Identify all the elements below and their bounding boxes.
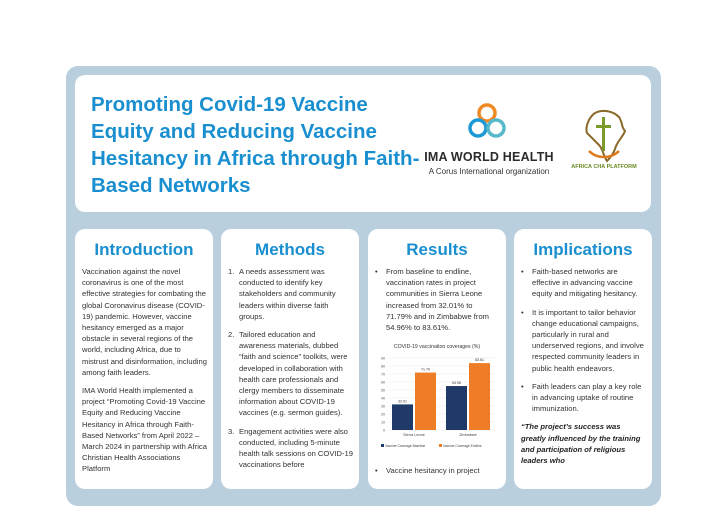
bar xyxy=(415,373,436,430)
methods-item-text: Engagement activities were also conducted, including 5-minute health talk sessions on COVID-19 vaccinations before xyxy=(239,426,353,470)
y-tick-label: 10 xyxy=(381,420,385,425)
methods-section xyxy=(221,229,359,489)
y-tick-label: 20 xyxy=(381,412,385,417)
org-name: IMA WORLD HEALTH xyxy=(424,150,554,164)
y-tick-label: 60 xyxy=(381,380,385,385)
list-item: • Vaccine hesitancy in project xyxy=(375,466,480,476)
y-tick-label: 0 xyxy=(383,428,385,433)
list-item: • From baseline to endline, vaccination rates in project communities in Sierra Leone increased from 32.01% to 71.79% and in Zimbabwe from 54.96% to 83.61%. xyxy=(375,267,489,333)
implications-heading: Implications xyxy=(533,240,633,259)
y-tick-label: 80 xyxy=(381,364,385,369)
introduction-paragraph: IMA World Health implemented a project “Promoting Covid-19 Vaccine Equity and Reducing Vaccine Hesitancy in Africa through Faith-Based Networks” from April 2022 – March 2024 in partnership with Africa Christian Health Associations Platform xyxy=(82,386,207,474)
bar xyxy=(469,363,490,430)
list-item: • It is important to tailor behavior change educational campaigns, particularly in rural and underserved regions, and involve respected community leaders in public health endeavors. xyxy=(521,307,644,373)
list-item: 3. Engagement activities were also conducted, including 5-minute health talk sessions on COVID-19 vaccinations before xyxy=(228,426,353,470)
implications-item-text: Faith-based networks are effective in advancing vaccine equity and mitigating hesitancy. xyxy=(532,267,638,299)
y-tick-label: 30 xyxy=(381,404,385,409)
methods-item-text: A needs assessment was conducted to identify key stakeholders and community leaders within diverse faith groups. xyxy=(239,267,336,321)
methods-item-text: Tailored education and awareness materials, dubbed “faith and science” toolkits, were developed in collaboration with health care professionals and clergy members to disseminate information about COVID-19 vaccines (e.g. sermon guides). xyxy=(239,330,348,418)
legend-swatch xyxy=(381,444,384,447)
data-label: 71.79 xyxy=(421,367,430,372)
legend-swatch xyxy=(439,444,442,447)
implications-item-text: It is important to tailor behavior change educational campaigns, particularly in rural and underserved regions, and involve respected community leaders in public health endeavors. xyxy=(532,307,644,373)
data-label: 32.01 xyxy=(398,399,407,404)
poster-title: Promoting Covid-19 Vaccine Equity and Reducing Vaccine Hesitancy in Africa through Faith-Based Networks xyxy=(91,93,420,197)
y-tick-label: 40 xyxy=(381,396,385,401)
y-tick-label: 50 xyxy=(381,388,385,393)
bar xyxy=(392,405,413,431)
introduction-heading: Introduction xyxy=(94,240,194,259)
implications-section xyxy=(514,229,652,489)
introduction-paragraph: Vaccination against the novel coronavirus is one of the most effective strategies for combating the global Coronavirus disease (COVID-19) pandemic. However, vaccine hesitancy emerged as a major obstacle in several regions of the world, including Africa, due to mistrust and disinformation, including among faith leaders. xyxy=(82,267,207,377)
vaccination-coverage-chart xyxy=(375,340,499,458)
list-item: • Faith leaders can play a key role in advancing uptake of routine immunization. xyxy=(521,381,642,414)
list-item: 1. A needs assessment was conducted to identify key stakeholders and community leaders within diverse faith groups. xyxy=(228,267,336,321)
africa-cha-platform-logo-icon xyxy=(581,107,627,163)
results-item-text: Vaccine hesitancy in project xyxy=(386,466,480,476)
results-section xyxy=(368,229,506,489)
bar xyxy=(446,386,467,430)
results-heading: Results xyxy=(406,240,468,259)
list-item: 2. Tailored education and awareness materials, dubbed “faith and science” toolkits, were developed in collaboration with health care professionals and clergy members to disseminate information about COVID-19 vaccines (e.g. sermon guides). xyxy=(228,330,348,418)
x-tick-label: Zimbabwe xyxy=(459,433,477,438)
results-item-text: From baseline to endline, vaccination rates in project communities in Sierra Leone increased from 32.01% to 71.79% and in Zimbabwe from 54.96% to 83.61%. xyxy=(386,267,489,333)
y-tick-label: 90 xyxy=(381,356,385,361)
y-tick-label: 70 xyxy=(381,372,385,377)
data-label: 83.61 xyxy=(475,358,484,363)
x-tick-label: Sierra Leone xyxy=(403,433,425,438)
implications-item-text: Faith leaders can play a key role in advancing uptake of routine immunization. xyxy=(532,381,642,414)
methods-heading: Methods xyxy=(255,240,325,259)
partner-logo-text: AFRICA CHA PLATFORM xyxy=(571,164,637,170)
introduction-section xyxy=(75,229,213,489)
legend-label: Vaccine Coverage Endline xyxy=(443,444,482,449)
data-label: 54.96 xyxy=(452,381,461,386)
ima-world-health-logo-icon xyxy=(467,101,507,141)
list-item: • Faith-based networks are effective in advancing vaccine equity and mitigating hesitancy. xyxy=(521,267,638,299)
poster-header xyxy=(75,75,651,212)
legend-label: Vaccine Coverage Baseline xyxy=(385,444,426,449)
implications-quote: “The project’s success was greatly influenced by the training and participation of religious leaders who xyxy=(521,422,641,466)
chart-title: COVID-19 vaccination coverages (%) xyxy=(393,344,481,351)
org-subtitle: A Corus International organization xyxy=(428,167,550,176)
